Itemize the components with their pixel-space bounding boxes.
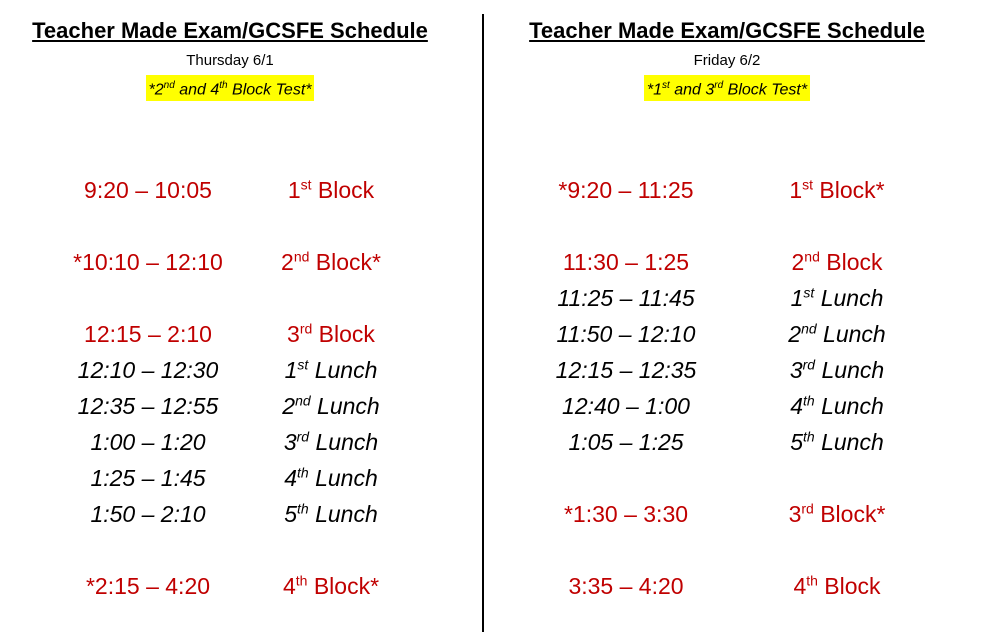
thursday-date: Thursday 6/1 <box>186 52 274 69</box>
friday-note-wrap <box>476 75 978 101</box>
schedule-row-lunch <box>0 355 482 385</box>
schedule-row-block <box>484 247 986 277</box>
row-time: *1:30 – 3:30 <box>563 501 689 527</box>
friday-test-note: *1st and 3rd Block Test* <box>644 75 810 101</box>
schedule-row-block <box>0 319 482 349</box>
row-label: 3rd Lunch <box>283 428 379 455</box>
schedule-row-lunch <box>484 427 986 457</box>
schedule-row-lunch <box>484 283 986 313</box>
schedule-row-lunch <box>0 391 482 421</box>
row-time: 12:10 – 12:30 <box>77 357 219 383</box>
row-label: 5th Lunch <box>790 428 884 455</box>
row-label: 2nd Block* <box>281 248 381 275</box>
row-time: *2:15 – 4:20 <box>85 573 211 599</box>
schedule-row-lunch <box>0 463 482 493</box>
row-time: 1:50 – 2:10 <box>90 501 206 527</box>
thursday-note-wrap <box>0 75 471 101</box>
friday-title: Teacher Made Exam/GCSFE Schedule <box>529 18 925 43</box>
schedule-row-block <box>0 175 482 205</box>
row-label: 2nd Lunch <box>282 392 380 419</box>
row-time: 12:35 – 12:55 <box>77 393 219 419</box>
row-label: 1st Block* <box>789 176 885 203</box>
row-time: 11:25 – 11:45 <box>557 285 695 311</box>
friday-date: Friday 6/2 <box>693 52 761 69</box>
row-label: 1st Lunch <box>790 284 884 311</box>
row-label: 3rd Block <box>287 320 375 347</box>
row-time: 12:15 – 12:35 <box>555 357 697 383</box>
schedule-row-lunch <box>0 427 482 457</box>
row-time: 1:00 – 1:20 <box>90 429 206 455</box>
row-label: 4th Block <box>793 572 881 599</box>
row-label: 5th Lunch <box>284 500 378 527</box>
row-label: 3rd Lunch <box>789 356 885 383</box>
row-label: 4th Block* <box>282 572 380 599</box>
row-time: 9:20 – 10:05 <box>84 177 212 203</box>
row-time: 11:30 – 1:25 <box>562 249 690 275</box>
row-label: 3rd Block* <box>788 500 886 527</box>
row-time: 1:25 – 1:45 <box>90 465 206 491</box>
friday-panel <box>484 0 986 632</box>
row-time: 3:35 – 4:20 <box>568 573 684 599</box>
row-time: 12:15 – 2:10 <box>84 321 212 347</box>
row-time: 11:50 – 12:10 <box>556 321 696 347</box>
row-time: *9:20 – 11:25 <box>558 177 694 203</box>
schedule-row-block <box>484 499 986 529</box>
schedule-row-lunch <box>484 391 986 421</box>
row-time: 12:40 – 1:00 <box>562 393 690 419</box>
schedule-row-block <box>0 571 482 601</box>
row-label: 4th Lunch <box>790 392 884 419</box>
row-time: *10:10 – 12:10 <box>73 249 223 275</box>
thursday-panel <box>0 0 482 632</box>
schedule-row-lunch <box>484 319 986 349</box>
row-time: 1:05 – 1:25 <box>568 429 684 455</box>
schedule-row-block <box>484 175 986 205</box>
schedule-row-lunch <box>484 355 986 385</box>
schedule-row-block <box>0 247 482 277</box>
row-label: 2nd Lunch <box>788 320 886 347</box>
row-label: 2nd Block <box>791 248 883 275</box>
row-label: 1st Block <box>287 176 375 203</box>
schedule-row-block <box>484 571 986 601</box>
row-label: 4th Lunch <box>284 464 378 491</box>
thursday-title: Teacher Made Exam/GCSFE Schedule <box>32 18 428 43</box>
row-label: 1st Lunch <box>284 356 378 383</box>
thursday-test-note: *2nd and 4th Block Test* <box>146 75 315 101</box>
schedule-row-lunch <box>0 499 482 529</box>
